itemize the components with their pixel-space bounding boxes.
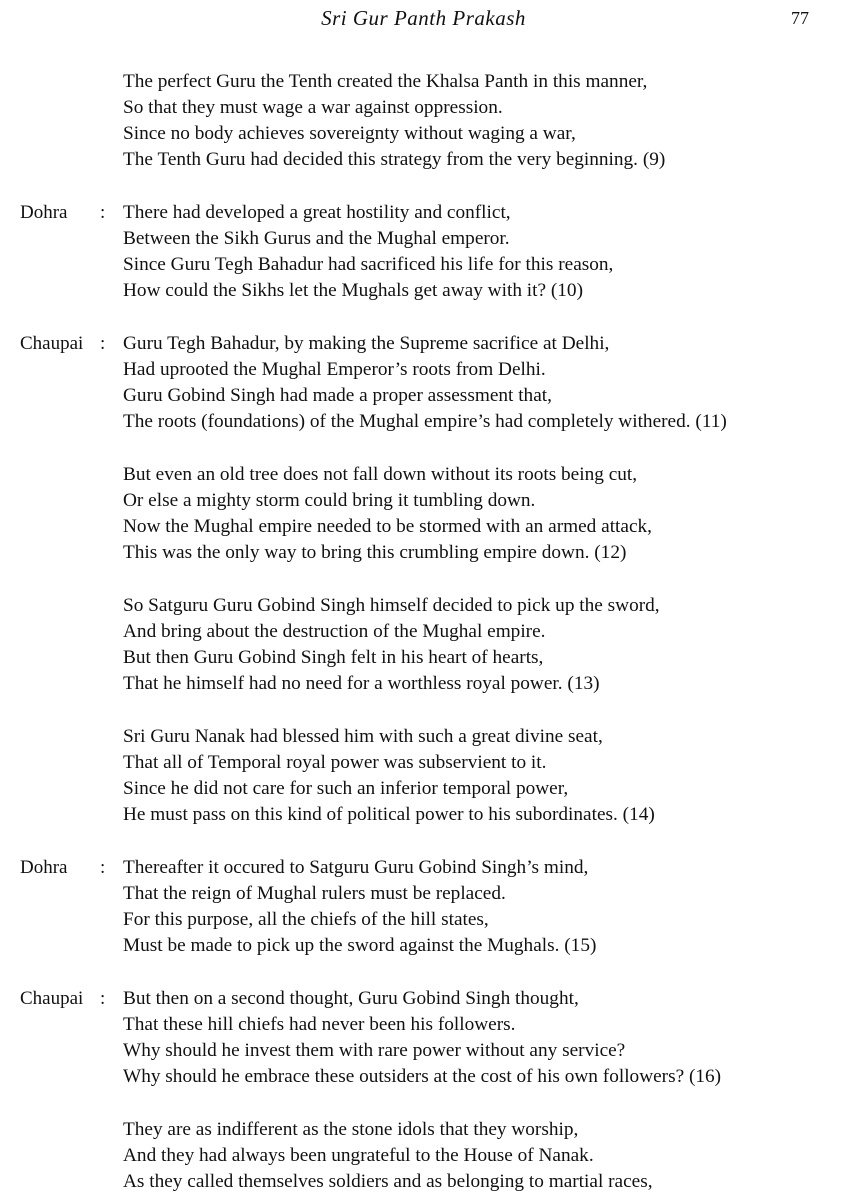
verse-line: That these hill chiefs had never been his followers. <box>123 1014 516 1035</box>
label-separator: : <box>100 988 106 1009</box>
verse-line: Since he did not care for such an inferior temporal power, <box>123 778 569 799</box>
label-separator: : <box>100 857 106 878</box>
verse-lines <box>123 1117 653 1195</box>
verse-line: They are as indifferent as the stone idols that they worship, <box>123 1119 579 1140</box>
verse-line: The roots (foundations) of the Mughal empire’s had completely withered. (11) <box>123 411 727 432</box>
label-separator: : <box>100 333 106 354</box>
verse-line: Since Guru Tegh Bahadur had sacrificed his life for this reason, <box>123 254 614 275</box>
verse-line: This was the only way to bring this crumbling empire down. (12) <box>123 542 627 563</box>
verse-lines <box>123 986 721 1090</box>
page-number: 77 <box>791 8 809 28</box>
verse-line: For this purpose, all the chiefs of the hill states, <box>123 909 489 930</box>
verse-line: And bring about the destruction of the Mughal empire. <box>123 621 546 642</box>
verse-line: And they had always been ungrateful to the House of Nanak. <box>123 1145 594 1166</box>
verse-line: But then on a second thought, Guru Gobind Singh thought, <box>123 988 579 1009</box>
verse-line: Between the Sikh Gurus and the Mughal emperor. <box>123 228 510 249</box>
verse-line: So Satguru Guru Gobind Singh himself decided to pick up the sword, <box>123 595 660 616</box>
verse-line: But even an old tree does not fall down without its roots being cut, <box>123 464 638 485</box>
verse-lines <box>123 462 652 566</box>
verse-line: As they called themselves soldiers and as belonging to martial races, <box>123 1171 653 1192</box>
verse-line: The Tenth Guru had decided this strategy from the very beginning. (9) <box>123 149 666 170</box>
verse-line: Guru Gobind Singh had made a proper assessment that, <box>123 385 552 406</box>
verse-line: Since no body achieves sovereignty without waging a war, <box>123 123 576 144</box>
stanza-label: Chaupai <box>20 988 84 1009</box>
page-header-title: Sri Gur Panth Prakash <box>321 6 526 30</box>
verse-line: That the reign of Mughal rulers must be replaced. <box>123 883 506 904</box>
verse-line: Sri Guru Nanak had blessed him with such a great divine seat, <box>123 726 603 747</box>
verse-line: The perfect Guru the Tenth created the Khalsa Panth in this manner, <box>123 71 648 92</box>
stanza-label: Chaupai <box>20 333 84 354</box>
label-separator: : <box>100 202 106 223</box>
verse-lines <box>123 855 596 959</box>
stanza-label: Dohra <box>20 857 68 878</box>
verse-lines <box>123 200 613 304</box>
verse-line: Thereafter it occured to Satguru Guru Gobind Singh’s mind, <box>123 857 589 878</box>
verse-line: Or else a mighty storm could bring it tumbling down. <box>123 490 536 511</box>
stanza-label: Dohra <box>20 202 68 223</box>
verse-line: There had developed a great hostility and conflict, <box>123 202 511 223</box>
verse-line: How could the Sikhs let the Mughals get away with it? (10) <box>123 280 583 301</box>
verse-lines <box>123 724 655 828</box>
verse-line: Why should he embrace these outsiders at the cost of his own followers? (16) <box>123 1066 722 1087</box>
verse-line: Must be made to pick up the sword against the Mughals. (15) <box>123 935 597 956</box>
verse-lines <box>123 69 665 173</box>
verse-lines <box>123 593 660 697</box>
verse-line: So that they must wage a war against oppression. <box>123 97 503 118</box>
verse-lines <box>123 331 727 435</box>
verse-line: But then Guru Gobind Singh felt in his heart of hearts, <box>123 647 544 668</box>
verse-line: He must pass on this kind of political power to his subordinates. (14) <box>123 804 655 825</box>
verse-line: Had uprooted the Mughal Emperor’s roots from Delhi. <box>123 359 546 380</box>
verse-line: That he himself had no need for a worthless royal power. (13) <box>123 673 600 694</box>
verse-line: Why should he invest them with rare power without any service? <box>123 1040 626 1061</box>
verse-line: Guru Tegh Bahadur, by making the Supreme sacrifice at Delhi, <box>123 333 610 354</box>
verse-line: That all of Temporal royal power was subservient to it. <box>123 752 547 773</box>
verse-line: Now the Mughal empire needed to be stormed with an armed attack, <box>123 516 652 537</box>
